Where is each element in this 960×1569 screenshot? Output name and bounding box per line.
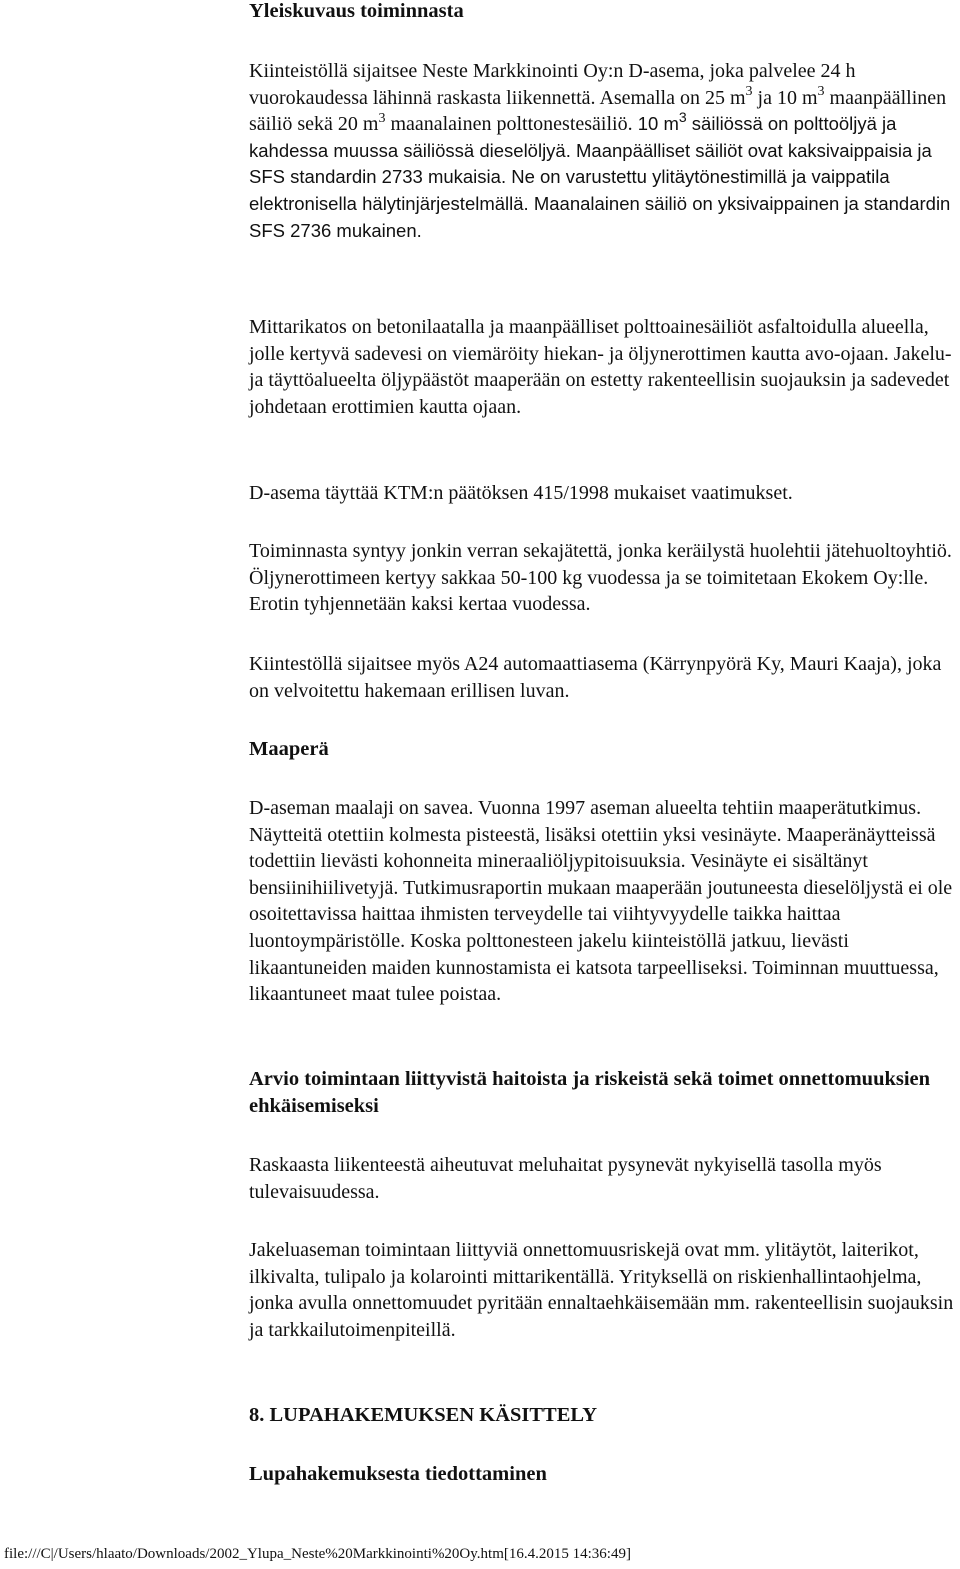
section-heading-overview: Yleiskuvaus toiminnasta — [249, 0, 464, 22]
paragraph-noise: Raskaasta liikenteestä aiheutuvat meluhaitat pysynevät nykyisellä tasolla myös tulevaisuudessa. — [249, 1154, 882, 1203]
section-heading-risks: Arvio toimintaan liittyvistä haitoista ja riskeistä sekä toimet onnettomuuksien ehkäisemiseksi — [249, 1068, 931, 1117]
section-heading-soil: Maaperä — [249, 738, 329, 760]
paragraph-text: 10 m — [632, 113, 679, 135]
superscript: 3 — [378, 110, 386, 126]
superscript: 3 — [745, 83, 753, 99]
section-heading-permit-processing: 8. LUPAHAKEMUKSEN KÄSITTELY — [249, 1404, 597, 1426]
paragraph-text: Kiinteistöllä sijaitsee Neste Markkinointi Oy:n D-asema, joka palvelee 24 h vuorokaudessa lähinnä raskasta liikennettä. Asemalla on 25 m — [249, 60, 856, 109]
paragraph-station-description — [249, 58, 960, 244]
paragraph-text: maanpäällinen säiliö sekä 20 m — [249, 86, 947, 136]
superscript: 3 — [678, 109, 687, 126]
paragraph-text: ja 10 m — [752, 86, 818, 109]
paragraph-text: maanalainen polttonestesäiliö. — [385, 113, 633, 136]
paragraph-text: säiliössä on polttoöljyä ja kahdessa muussa säiliössä dieselöljyä. Maanpäälliset säiliöt ovat kaksivaippaisia ja SFS standardin 2733 mukaisia. Ne on varustettu ylitäytönestimillä ja vaippatila elektronisella hälytinjärjestelmällä. Maanalainen säiliö on yksivaippainen ja standardin SFS 2736 mukainen. — [249, 113, 951, 241]
paragraph-waste: Toiminnasta syntyy jonkin verran sekajätettä, jonka keräilystä huolehtii jätehuoltoyhtiö. Öljynerottimeen kertyy sakkaa 50-100 kg vuodessa ja se toimitetaan Ekokem Oy:lle. Erotin tyhjennetään kaksi kertaa vuodessa. — [249, 540, 952, 616]
page-footer-url — [4, 1546, 631, 1563]
paragraph-ktm-requirements: D-asema täyttää KTM:n päätöksen 415/1998 mukaiset vaatimukset. — [249, 482, 793, 504]
paragraph-accident-risks: Jakeluaseman toimintaan liittyviä onnettomuusriskejä ovat mm. ylitäytöt, laiterikot, ilkivalta, tulipalo ja kolarointi mittarikentällä. Yrityksellä on riskienhallintaohjelma, jonka avulla onnettomuudet pyritään ennaltaehkäisemään mm. rakenteellisin suojauksin ja tarkkailutoimenpiteillä. — [249, 1239, 954, 1341]
paragraph-a24-station: Kiintestöllä sijaitsee myös A24 automaattiasema (Kärrynpyörä Ky, Mauri Kaaja), joka on velvoitettu hakemaan erillisen luvan. — [249, 653, 942, 702]
paragraph-soil-study: D-aseman maalaji on savea. Vuonna 1997 aseman alueelta tehtiin maaperätutkimus. Näytteitä otettiin kolmesta pisteestä, lisäksi otettiin yksi vesinäyte. Maaperänäytteissä todettiin lievästi kohonneita mineraaliöljypitoisuuksia. Vesinäyte ei sisältänyt bensiinihiilivetyjä. Tutkimusraportin mukaan maaperään joutuneesta dieselöljystä ei ole osoitettavissa haittaa ihmisten terveydelle tai viihtyvyydelle taikka haittaa luontoympäristölle. Koska polttonesteen jakelu kiinteistöllä jatkuu, lievästi likaantuneiden maiden kunnostamista ei katsota tarpeelliseksi. Toiminnan muuttuessa, likaantuneet maat tulee poistaa. — [249, 797, 953, 1006]
paragraph-meter-canopy: Mittarikatos on betonilaatalla ja maanpäälliset polttoainesäiliöt asfaltoidulla alueella, jolle kertyvä sadevesi on viemäröity hiekan- ja öljynerottimen kautta avo-ojaan. Jakelu- ja täyttöalueelta öljypäästöt maaperään on estetty rakenteellisin suojauksin ja sadevedet johdetaan erottimien kautta ojaan. — [249, 316, 952, 418]
superscript: 3 — [817, 83, 825, 99]
footer-file-link[interactable]: file:///C|/Users/hlaato/Downloads/2002_Ylupa_Neste%20Markkinointi%20Oy.htm[16.4.2015 14:36:49] — [4, 1546, 631, 1562]
section-subheading-permit-notice: Lupahakemuksesta tiedottaminen — [249, 1463, 547, 1485]
